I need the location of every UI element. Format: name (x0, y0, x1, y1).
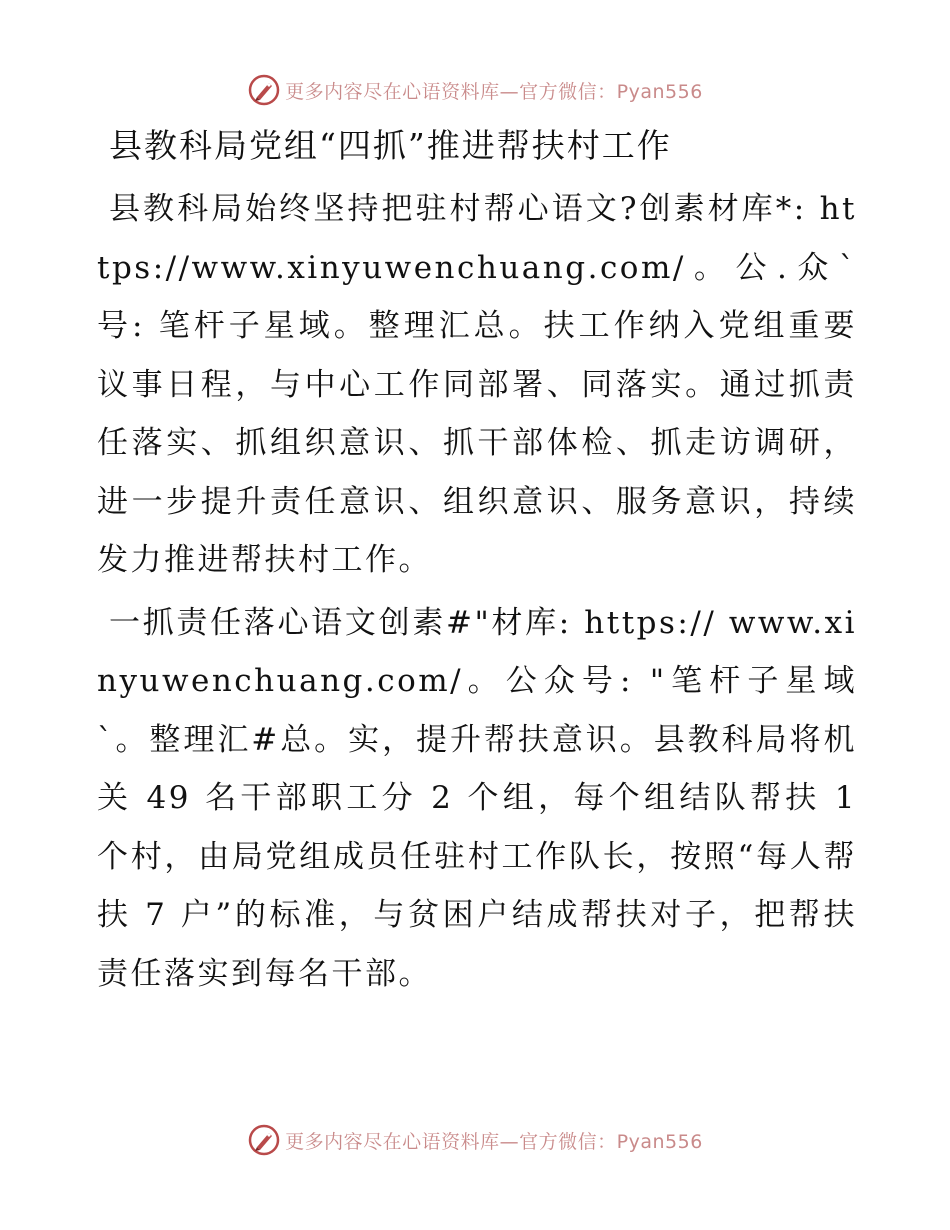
pen-nib-logo-icon (247, 1123, 281, 1157)
footer-watermark-text: 更多内容尽在心语资料库—官方微信：Pyan556 (285, 1130, 703, 1153)
document-body (97, 118, 857, 1007)
footer-watermark (0, 1120, 950, 1160)
pen-nib-logo-icon (247, 73, 281, 107)
paragraph-1: 县教科局始终坚持把驻村帮心语文?创素材库*: https://www.xinyuwenchuang.com/。公.众`号: 笔杆子星域。整理汇总。扶工作纳入党组重要议事日程，与中心工作同部署、同落实。通过抓责任落实、抓组织意识、抓干部体检、抓走访调研，进一步提升责任意识、组织意识、服务意识，持续发力推进帮扶村工作。 (97, 191, 857, 578)
document-title: 县教科局党组“四抓”推进帮扶村工作 (109, 126, 672, 165)
paragraph-2: 一抓责任落心语文创素#"材库: https:// www.xinyuwenchuang.com/。公众号: "笔杆子星域`。整理汇#总。实，提升帮扶意识。县教科局将机关 49 名干部职工分 2 个组，每个组结队帮扶 1 个村，由局党组成员任驻村工作队长，按照“每人帮扶 7 户”的标准，与贫困户结成帮扶对子，把帮扶责任落实到每名干部。 (97, 604, 857, 992)
header-watermark (0, 70, 950, 110)
header-watermark-text: 更多内容尽在心语资料库—官方微信：Pyan556 (285, 80, 703, 103)
